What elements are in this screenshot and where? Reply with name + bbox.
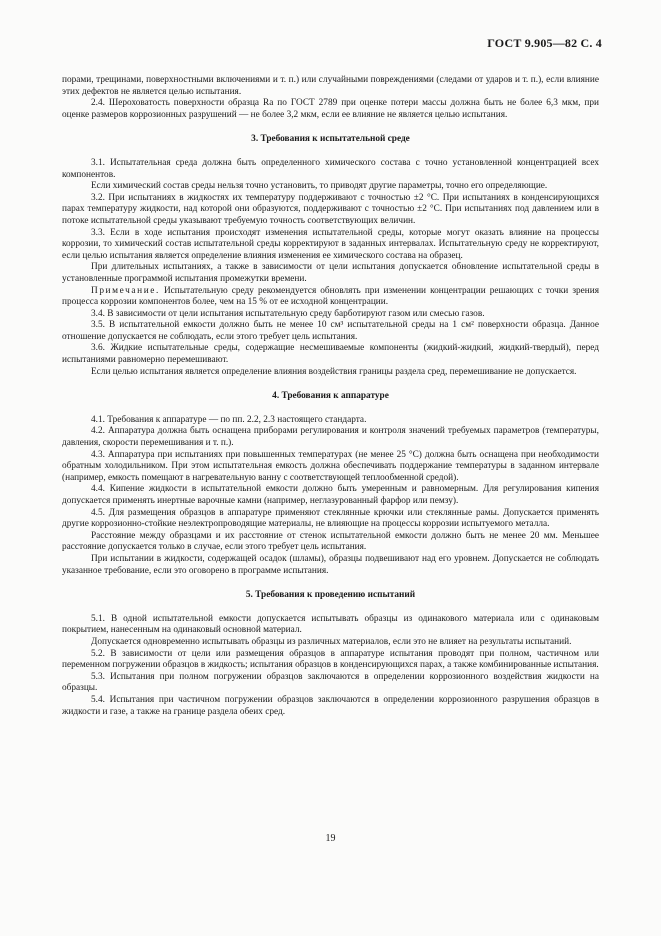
note — [62, 286, 599, 309]
paragraph: При испытании в жидкости, содержащей осадок (шламы), образцы подвешивают над его уровнем. Допускается не соблюдать указанное требование, если это оговорено в программе испытания. — [62, 553, 599, 576]
paragraph: 3.1. Испытательная среда должна быть определенного химического состава с точно установленной концентрацией всех компонентов. — [62, 157, 599, 180]
paragraph: 4.3. Аппаратура при испытаниях при повышенных температурах (не менее 25 °С) должна быть оснащена при необходимости обратным холодильником. При этом испытательная емкость должна обеспечивать поддержание температуры в заданном интервале (например, емкость помещают в нагревательную ванну с соответствующей теплообменной средой). — [62, 449, 599, 483]
note-label: Примечание. — [91, 285, 160, 296]
section-title: 5. Требования к проведению испытаний — [245, 590, 416, 601]
paragraph: 5.3. Испытания при полном погружении образцов заключаются в определении коррозионного воздействия жидкости на образцы. — [62, 671, 599, 694]
paragraph: порами, трещинами, поверхностными включениями и т. п.) или случайными повреждениями (следами от ударов и т. п.), если влияние этих дефектов не является целью испытания. — [62, 75, 599, 97]
document-page — [62, 36, 602, 718]
paragraph: 4.4. Кипение жидкости в испытательной емкости должно быть умеренным и равномерным. Для регулирования кипения допускается применять инертные варочные камни (например, неглазурованный фарфор или пемзу). — [62, 484, 599, 506]
paragraph: 3.2. При испытаниях в жидкостях их температуру поддерживают с точностью ±2 °С. При испытаниях в конденсирующихся парах температуру жидкости, над которой они образуются, поддерживают с точностью ±2 °С. При испытаниях под давлением или в потоке испытательной среды указывают требуемую точность соответствующих величин. — [62, 192, 599, 226]
section-title: 4. Требования к аппаратуре — [272, 391, 389, 402]
paragraph: Если химический состав среды нельзя точно установить, то приводят другие параметры, точно его определяющие. — [91, 181, 548, 192]
paragraph: 3.4. В зависимости от цели испытания испытательную среду барботируют газом или смесью газов. — [91, 308, 485, 319]
page-number: 19 — [325, 833, 336, 844]
paragraph: 5.4. Испытания при частичном погружении образцов заключаются в определении коррозионного разрушения образцов в жидкости и газе, а также на границе раздела обеих сред. — [62, 694, 599, 717]
paragraph: Расстояние между образцами и их расстояние от стенок испытательной емкости должно быть не менее 20 мм. Меньшее расстояние допускается только в случае, если этого требует цель испытания. — [62, 530, 599, 553]
paragraph: 5.2. В зависимости от цели или размещения образцов в аппаратуре испытания проводят при полном, частичном или переменном погружении образцов в жидкость; испытания образцов в конденсирующихся парах, а также комбинированные испытания. — [62, 648, 599, 671]
paragraph: 4.2. Аппаратура должна быть оснащена приборами регулирования и контроля значений требуемых параметров (температуры, давления, скорости перемешивания и т. п.). — [62, 426, 599, 449]
paragraph: 5.1. В одной испытательной емкости допускается испытывать образцы из одинакового материала или с одинаковым покрытием, нанесенным на одинаковый основной материал. — [62, 613, 599, 636]
paragraph: 4.1. Требования к аппаратуре — по пп. 2.2, 2.3 настоящего стандарта. — [91, 414, 367, 425]
section-title: 3. Требования к испытательной среде — [251, 134, 410, 145]
paragraph: Допускается одновременно испытывать образцы из различных материалов, если это не влияет на результаты испытаний. — [91, 636, 572, 647]
paragraph: При длительных испытаниях, а также в зависимости от цели испытания допускается обновление испытательной среды в установленные программой испытания промежутки времени. — [62, 262, 599, 284]
note-text: Испытательную среду рекомендуется обновлять при изменении концентрации решающих с точки зрения процесса коррозии компонентов более, чем на 15 % от ее исходной концентрации. — [62, 285, 599, 308]
paragraph: 3.3. Если в ходе испытания происходят изменения испытательной среды, которые могут оказать влияние на процессы коррозии, то химический состав испытательной среды корректируют в заданных интервалах. Испытательную среду не корректируют, если целью испытания является определение влияния изменения ее химического состава на образец. — [62, 227, 599, 261]
paragraph: 4.5. Для размещения образцов в аппаратуре применяют стеклянные крючки или стеклянные рамы. Допускается применять другие коррозионно-стойкие неэлектропроводящие материалы, не влияющие на процессы коррозии испытуемого металла. — [62, 507, 599, 530]
paragraph: Если целью испытания является определение влияния воздействия границы раздела сред, перемешивание не допускается. — [91, 366, 577, 377]
page-header: ГОСТ 9.905—82 С. 4 — [487, 36, 602, 50]
paragraph: 3.6. Жидкие испытательные среды, содержащие несмешиваемые компоненты (жидкий-жидкий, жидкий-твердый), перед испытаниями равномерно перемешивают. — [62, 343, 599, 366]
paragraph: 2.4. Шероховатость поверхности образца Ra по ГОСТ 2789 при оценке потери массы должна быть не более 6,3 мкм, при оценке размеров коррозионных разрушений — не более 3,2 мкм, если ее влияние не является целью испытания. — [62, 98, 599, 120]
paragraph: 3.5. В испытательной емкости должно быть не менее 10 см³ испытательной среды на 1 см² поверхности образца. Данное отношение допускается не соблюдать, если этого требует цель испытания. — [62, 320, 599, 342]
